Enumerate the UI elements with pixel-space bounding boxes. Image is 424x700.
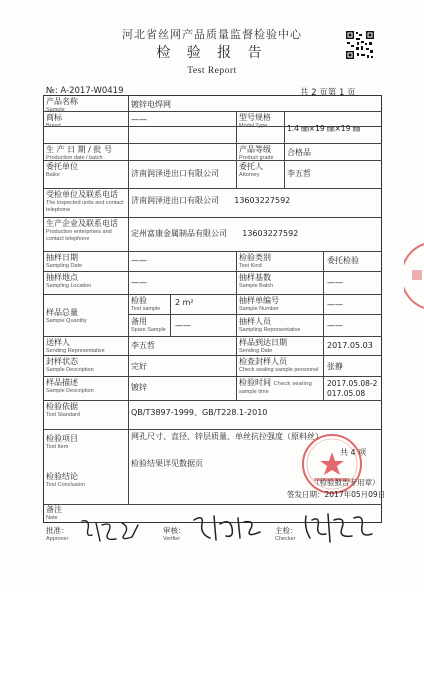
partial-seal-icon xyxy=(404,240,424,312)
value-producer: 定州富康金属制品有限公司 13603227592 xyxy=(131,229,299,238)
label-sample-number: 抽样单编号 Sample Number xyxy=(239,296,279,312)
label-sample-quantity: 样品总量 Sample Quantity xyxy=(46,308,87,324)
value-seal-status: 完好 xyxy=(131,362,147,371)
label-product-name: 产品名称 Sample xyxy=(46,97,78,113)
label-producer: 生产企业及联系电话 Production enterprises and contact telephone xyxy=(46,219,118,242)
value-stamp-note: （检验报告专用章） xyxy=(312,478,380,487)
org-name: 河北省丝网产品质量监督检验中心 xyxy=(122,28,302,41)
value-client: 济南润泽进出口有限公司 xyxy=(131,169,219,178)
value-sampler: —— xyxy=(327,321,343,330)
value-sample-number: —— xyxy=(327,300,343,309)
label-client-person: 委托人 Attorney xyxy=(239,162,263,178)
label-test-items: 检验项目 Test Item xyxy=(46,434,78,450)
label-sample-batch: 抽样基数 Sample Batch xyxy=(239,273,274,289)
value-test-time: 2017.05.08-2017.05.08 xyxy=(327,379,378,398)
label-sampling-date: 抽样日期 Sampling Date xyxy=(46,253,83,269)
value-test-kind: 委托检验 xyxy=(327,256,359,265)
value-model: 1.4 ㎜×19 ㎜×19 ㎜ xyxy=(287,124,361,133)
label-remarks: 备注 Note xyxy=(46,505,62,521)
value-test-sample: 2 m² xyxy=(175,298,194,307)
label-model: 型号规格 Model Type xyxy=(239,113,271,129)
label-sender: 送样人 Sending Representative xyxy=(46,338,105,354)
value-test-standard: QB/T3897-1999、GB/T228.1-2010 xyxy=(131,408,268,417)
label-arrival-date: 样品到达日期 Sending Date xyxy=(239,338,287,354)
label-test-kind: 检验类别 Test Kind xyxy=(239,253,271,269)
label-sampler: 抽样人员 Sampling Representative xyxy=(239,317,301,333)
label-seal-personnel: 检查封样人员 Check sealing sample personnel xyxy=(239,357,319,373)
value-sampling-date: —— xyxy=(131,256,147,265)
label-conclusion: 检验结论 Test Conclusion xyxy=(46,472,85,488)
value-conclusion: 检验结果详见数据页 xyxy=(131,459,203,468)
label-test-time: 检验时间 Check sealing sample time xyxy=(239,378,312,395)
value-sample-batch: —— xyxy=(327,278,343,287)
value-seal-personnel: 张静 xyxy=(327,362,343,371)
label-sample-description: 样品描述 Sample Description xyxy=(46,378,94,394)
value-spare-sample: —— xyxy=(175,321,191,330)
value-sampling-location: —— xyxy=(131,278,147,287)
value-grade: 合格品 xyxy=(287,148,311,157)
value-sender: 李五哲 xyxy=(131,341,155,350)
label-spare-sample: 备用 Spare Sample xyxy=(131,317,166,333)
page-count: 共 2 页第 1 页 xyxy=(300,88,356,98)
label-brand: 商标 Brand xyxy=(46,113,62,129)
value-inspected-unit: 济南润泽进出口有限公司 13603227592 xyxy=(131,196,291,205)
value-product-name: 镀锌电焊网 xyxy=(131,100,171,109)
label-client: 委托单位 Bailor xyxy=(46,162,78,178)
verifier-label: 审核： Verifier xyxy=(163,526,186,542)
value-arrival-date: 2017.05.03 xyxy=(327,341,373,350)
label-production-date: 生 产 日 期 / 批 号 Production date / batch xyxy=(46,145,112,161)
label-test-sample: 检验 Test sample xyxy=(131,296,161,312)
verifier-signature-icon xyxy=(190,510,270,546)
value-issue-date: 签发日期：2017年05月09日 xyxy=(287,490,386,499)
approver-signature-icon xyxy=(78,515,148,547)
label-sampling-location: 抽样地点 Sampling Location xyxy=(46,273,92,289)
label-seal-status: 封样状态 Sample Description xyxy=(46,357,94,373)
report-title-en: Test Report xyxy=(187,66,237,76)
checker-signature-icon xyxy=(300,510,378,546)
label-test-standard: 检验依据 Test Standard xyxy=(46,402,80,418)
report-number: №: A-2017-W0419 xyxy=(46,86,124,96)
label-grade: 产品等级 Product grade xyxy=(239,145,274,161)
qr-code-icon xyxy=(345,30,375,60)
checker-label: 主检： Checker xyxy=(275,526,298,542)
report-title-cn: 检 验 报 告 xyxy=(156,45,268,61)
value-test-items: 网孔尺寸、直径、锌层质量、单丝抗拉强度（原料丝） xyxy=(131,432,323,441)
value-client-person: 李五哲 xyxy=(287,169,311,178)
value-sample-description: 镀锌 xyxy=(131,383,147,392)
label-inspected-unit: 受检单位及联系电话 The inspected units and contact telephone xyxy=(46,190,124,213)
value-brand: —— xyxy=(131,115,147,124)
value-item-count: 共 4 项 xyxy=(340,448,367,457)
approver-label: 批准： Approver xyxy=(46,526,69,542)
